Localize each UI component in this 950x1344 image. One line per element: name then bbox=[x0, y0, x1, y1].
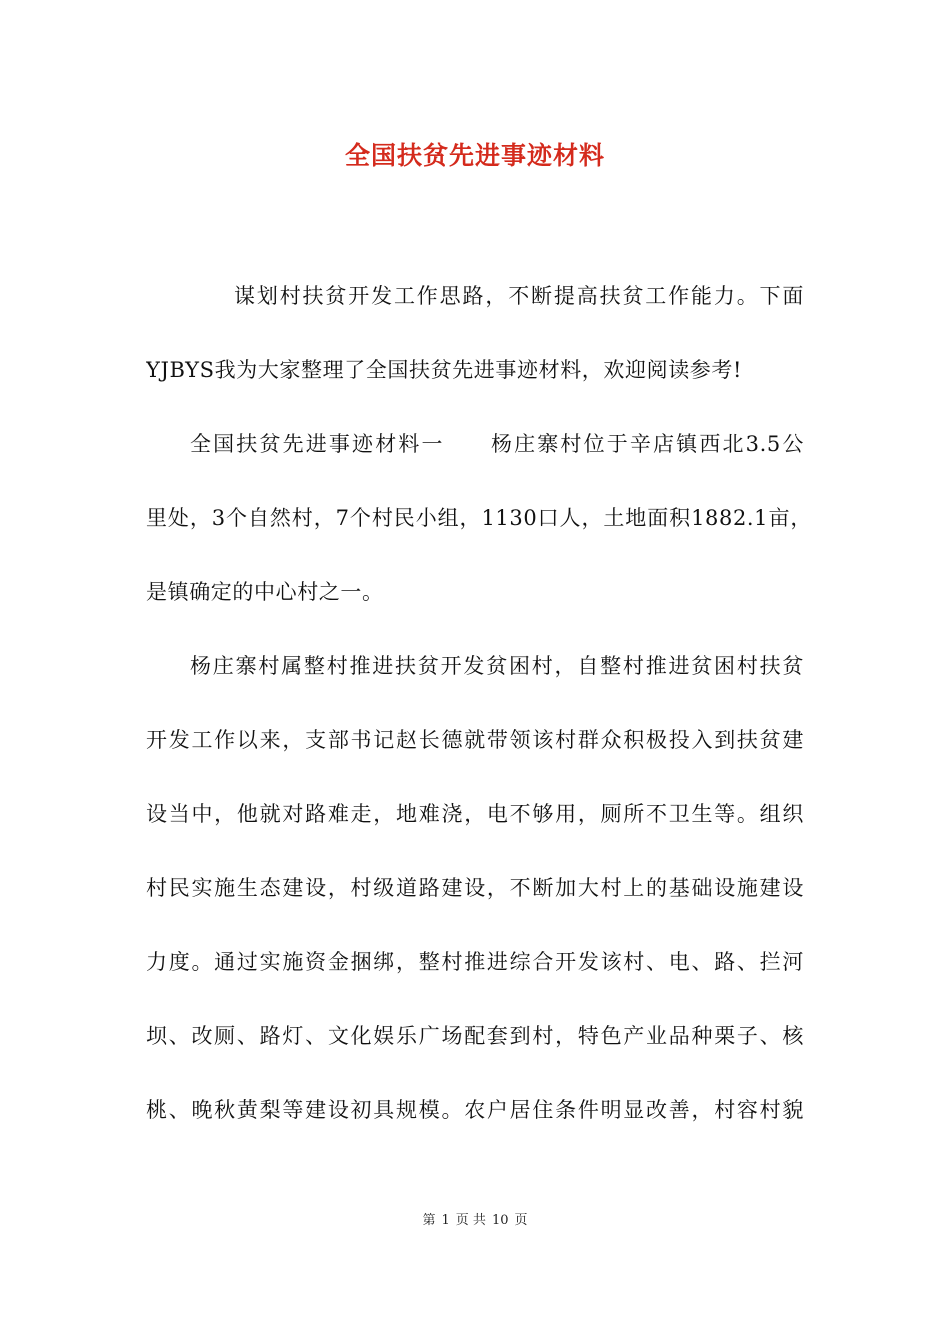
footer-middle: 页 共 bbox=[455, 1213, 486, 1228]
footer-page-number: 1 bbox=[441, 1213, 450, 1228]
paragraph-line-4: 里处，3个自然村，7个村民小组，1130口人，土地面积1882.1亩， bbox=[146, 506, 812, 530]
paragraph-line-3: 全国扶贫先进事迹材料一 杨庄寨村位于辛店镇西北3.5公 bbox=[190, 432, 804, 456]
paragraph-line-1: 谋划村扶贫开发工作思路，不断提高扶贫工作能力。下面 bbox=[234, 284, 804, 308]
footer-prefix: 第 bbox=[422, 1213, 436, 1228]
footer-suffix: 页 bbox=[514, 1213, 528, 1228]
paragraph-line-6: 杨庄寨村属整村推进扶贫开发贫困村，自整村推进贫困村扶贫 bbox=[190, 654, 804, 678]
paragraph-line-7: 开发工作以来，支部书记赵长德就带领该村群众积极投入到扶贫建 bbox=[146, 728, 804, 752]
paragraph-line-12: 桃、晚秋黄梨等建设初具规模。农户居住条件明显改善，村容村貌 bbox=[146, 1098, 804, 1122]
paragraph-line-10: 力度。通过实施资金捆绑，整村推进综合开发该村、电、路、拦河 bbox=[146, 950, 804, 974]
paragraph-line-5: 是镇确定的中心村之一。 bbox=[146, 580, 384, 604]
footer-total-pages: 10 bbox=[491, 1213, 509, 1228]
paragraph-line-2: YJBYS我为大家整理了全国扶贫先进事迹材料，欢迎阅读参考! bbox=[146, 358, 743, 382]
document-title: 全国扶贫先进事迹材料 bbox=[344, 141, 605, 170]
page-footer bbox=[0, 1209, 950, 1228]
paragraph-line-11: 坝、改厕、路灯、文化娱乐广场配套到村，特色产业品种栗子、核 bbox=[146, 1024, 804, 1048]
paragraph-line-9: 村民实施生态建设，村级道路建设，不断加大村上的基础设施建设 bbox=[146, 876, 804, 900]
paragraph-line-8: 设当中，他就对路难走，地难浇，电不够用，厕所不卫生等。组织 bbox=[146, 802, 804, 826]
